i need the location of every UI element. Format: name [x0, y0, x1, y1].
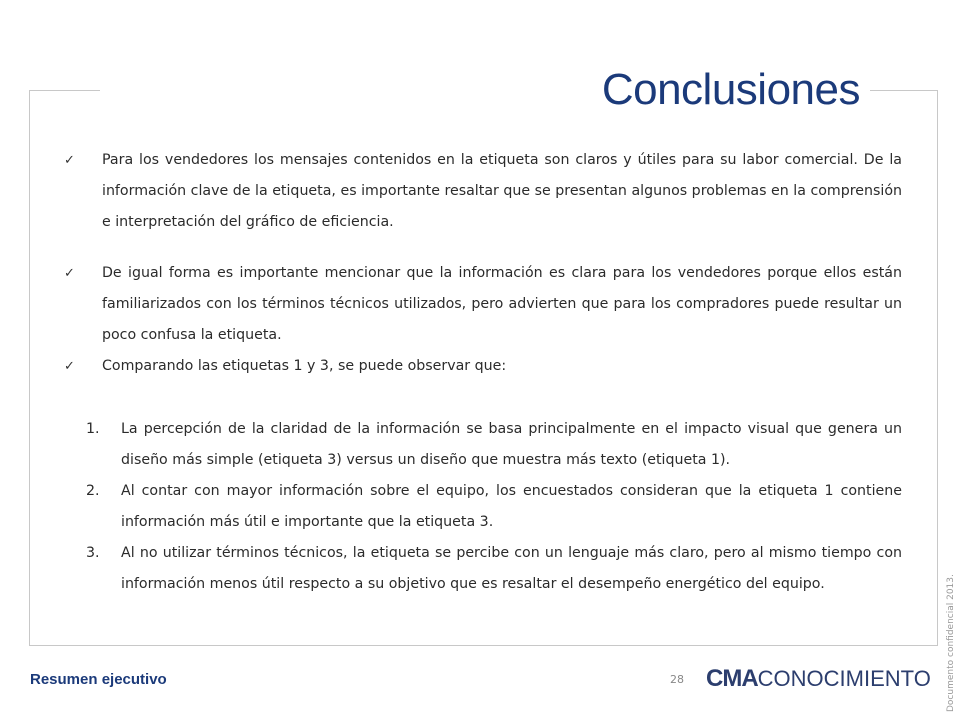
numbered-list [62, 414, 902, 600]
list-item [62, 538, 902, 600]
bullet-text: Comparando las etiquetas 1 y 3, se puede observar que: [102, 358, 507, 374]
logo-light-text: CONOCIMIENTO [757, 666, 931, 691]
content-body [62, 145, 902, 600]
list-number: 1. [86, 421, 100, 437]
list-number: 2. [86, 483, 100, 499]
confidential-note: Documento confidencial 2013. [946, 574, 956, 712]
section-label: Resumen ejecutivo [30, 671, 167, 688]
logo-bold-text: CMA [706, 665, 758, 692]
bullet-text: Para los vendedores los mensajes contenidos en la etiqueta son claros y útiles para su labor comercial. De la información clave de la etiqueta, es importante resaltar que se presentan algunos problemas en la comprensión e interpretación del gráfico de eficiencia. [102, 152, 902, 230]
list-item [62, 476, 902, 538]
bullet-item [62, 258, 902, 351]
page-number: 28 [670, 673, 684, 686]
check-icon: ✓ [64, 266, 75, 281]
list-text: Al contar con mayor información sobre el equipo, los encuestados consideran que la etiqueta 1 contiene información más útil e importante que la etiqueta 3. [121, 483, 902, 530]
list-number: 3. [86, 545, 100, 561]
list-item [62, 414, 902, 476]
check-icon: ✓ [64, 359, 75, 374]
bullet-item [62, 145, 902, 238]
company-logo [706, 665, 931, 691]
bullet-item [62, 351, 902, 382]
page-title: Conclusiones [601, 65, 860, 114]
check-icon: ✓ [64, 153, 75, 168]
list-text: La percepción de la claridad de la información se basa principalmente en el impacto visual que genera un diseño más simple (etiqueta 3) versus un diseño que muestra más texto (etiqueta 1). [121, 421, 902, 468]
list-text: Al no utilizar términos técnicos, la etiqueta se percibe con un lenguaje más claro, pero al mismo tiempo con información menos útil respecto a su objetivo que es resaltar el desempeño energético del equipo. [121, 545, 902, 592]
bullet-text: De igual forma es importante mencionar que la información es clara para los vendedores porque ellos están familiarizados con los términos técnicos utilizados, pero advierten que para los compradores puede resultar un poco confusa la etiqueta. [102, 265, 902, 343]
